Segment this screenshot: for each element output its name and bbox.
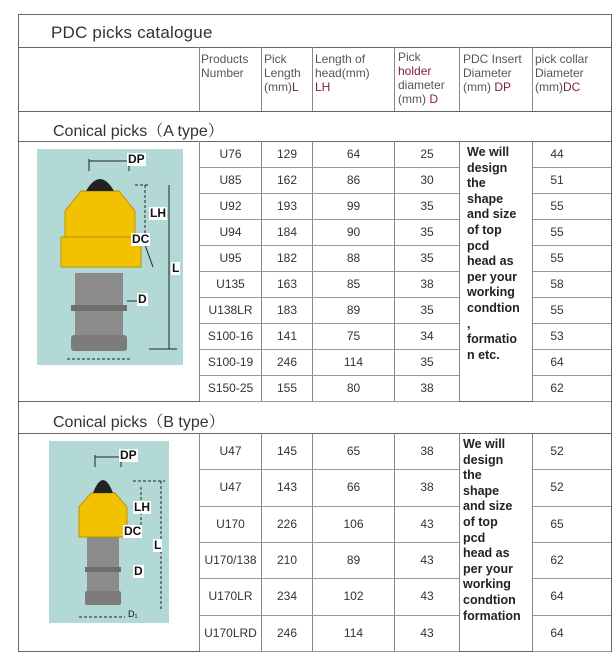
- table-cell-product: U92: [219, 199, 242, 213]
- row-divider: [533, 651, 611, 652]
- section-a-note: We will design the shape and size of top pcd head as per your working condtion , formatio n etc.: [467, 145, 520, 362]
- table-cell-dc: 52: [550, 480, 564, 495]
- label-d1: D₁: [128, 609, 138, 619]
- table-cell-l: 246: [276, 355, 298, 369]
- row-divider: [533, 271, 611, 272]
- row-divider: [533, 193, 611, 194]
- row-divider: [533, 323, 611, 324]
- row-divider: [533, 375, 611, 376]
- table-cell-l: 234: [276, 589, 298, 604]
- table-cell-product: U138LR: [208, 303, 253, 317]
- row-divider: [200, 167, 459, 168]
- table-cell-dc: 64: [550, 625, 564, 640]
- table-cell-d: 43: [420, 516, 434, 531]
- label-d: D: [134, 564, 143, 578]
- row-divider: [200, 349, 459, 350]
- table-cell-lh: 85: [346, 277, 361, 291]
- label-lh: LH: [134, 500, 150, 514]
- row-divider: [200, 401, 459, 402]
- table-cell-d: 38: [420, 381, 434, 395]
- label-lh: LH: [150, 206, 166, 220]
- row-divider: [533, 349, 611, 350]
- column-divider: [199, 47, 200, 111]
- table-cell-l: 162: [276, 173, 298, 187]
- table-cell-lh: 66: [346, 480, 361, 495]
- label-dc: DC: [132, 232, 150, 246]
- label-dc: DC: [124, 524, 142, 538]
- divider: [19, 141, 611, 142]
- table-cell-product: U47: [219, 480, 242, 495]
- table-cell-dc: 64: [550, 589, 564, 604]
- table-cell-lh: 114: [343, 355, 364, 369]
- table-cell-lh: 88: [346, 251, 361, 265]
- table-cell-dc: 55: [550, 199, 564, 213]
- section-a-title: Conical picks（A type）: [53, 123, 224, 140]
- row-divider: [200, 219, 459, 220]
- row-divider: [533, 401, 611, 402]
- table-cell-product: U47: [219, 444, 242, 459]
- section-b-note: We will design the shape and size of top pcd head as per your working condtion formation: [463, 437, 521, 623]
- table-cell-product: S150-25: [207, 381, 254, 395]
- table-cell-lh: 80: [346, 381, 361, 395]
- row-divider: [200, 271, 459, 272]
- pick-b-diagram: [49, 441, 169, 623]
- table-cell-product: U170: [216, 516, 245, 531]
- table-cell-l: 141: [276, 329, 298, 343]
- row-divider: [200, 506, 459, 507]
- table-cell-dc: 55: [550, 225, 564, 239]
- row-divider: [200, 245, 459, 246]
- label-d: D: [138, 292, 147, 306]
- table-cell-d: 34: [420, 329, 434, 343]
- table-cell-l: 163: [276, 277, 298, 291]
- table-cell-dc: 58: [550, 277, 564, 291]
- row-divider: [200, 469, 459, 470]
- column-divider: [261, 47, 262, 111]
- row-divider: [200, 297, 459, 298]
- table-cell-lh: 89: [346, 303, 361, 317]
- header-insert-diameter: PDC Insert Diameter (mm) DP: [463, 52, 522, 94]
- row-divider: [200, 193, 459, 194]
- table-cell-d: 43: [420, 625, 434, 640]
- table-cell-product: U94: [219, 225, 242, 239]
- page-title: PDC picks catalogue: [51, 23, 213, 42]
- table-cell-lh: 114: [343, 625, 364, 640]
- header-holder-diameter: Pick holder diameter (mm) D: [398, 50, 445, 106]
- header-length-head: Length of head(mm) LH: [315, 52, 370, 94]
- table-cell-l: 183: [276, 303, 298, 317]
- column-divider: [312, 47, 313, 111]
- row-divider: [533, 297, 611, 298]
- table-cell-l: 193: [276, 199, 298, 213]
- row-divider: [533, 578, 611, 579]
- table-cell-d: 30: [420, 173, 434, 187]
- table-cell-lh: 75: [346, 329, 361, 343]
- table-cell-lh: 102: [343, 589, 364, 604]
- row-divider: [533, 167, 611, 168]
- table-cell-d: 38: [420, 277, 434, 291]
- table-cell-d: 35: [420, 199, 434, 213]
- table-cell-d: 43: [420, 553, 434, 568]
- label-l: L: [172, 261, 180, 275]
- table-cell-product: U170LR: [208, 589, 253, 604]
- row-divider: [533, 615, 611, 616]
- column-divider: [459, 47, 460, 111]
- table-cell-product: S100-16: [207, 329, 254, 343]
- table-cell-lh: 90: [346, 225, 361, 239]
- divider: [19, 47, 611, 48]
- table-cell-l: 184: [276, 225, 298, 239]
- table-cell-product: U95: [219, 251, 242, 265]
- label-l: L: [154, 538, 162, 552]
- pick-b-drawing: [49, 441, 169, 623]
- table-cell-product: U135: [216, 277, 245, 291]
- table-cell-l: 182: [276, 251, 298, 265]
- table-cell-l: 145: [276, 444, 298, 459]
- table-cell-d: 25: [420, 147, 434, 161]
- table-cell-dc: 51: [550, 173, 564, 187]
- row-divider: [533, 219, 611, 220]
- table-cell-dc: 64: [550, 355, 564, 369]
- row-divider: [533, 542, 611, 543]
- table-cell-product: S100-19: [207, 355, 254, 369]
- label-dp: DP: [128, 152, 145, 166]
- table-cell-lh: 65: [346, 444, 361, 459]
- table-cell-product: U170LRD: [204, 625, 257, 640]
- row-divider: [200, 375, 459, 376]
- table-cell-d: 35: [420, 251, 434, 265]
- table-cell-lh: 89: [346, 553, 361, 568]
- row-divider: [533, 245, 611, 246]
- table-cell-product: U76: [219, 147, 242, 161]
- table-cell-dc: 62: [550, 553, 564, 568]
- table-cell-d: 35: [420, 225, 434, 239]
- pick-a-diagram: [37, 149, 183, 365]
- table-cell-dc: 52: [550, 444, 564, 459]
- table-cell-lh: 99: [346, 199, 361, 213]
- table-cell-lh: 106: [343, 516, 364, 531]
- table-cell-product: U170/138: [204, 553, 257, 568]
- table-cell-dc: 62: [550, 381, 564, 395]
- table-cell-d: 38: [420, 444, 434, 459]
- row-divider: [533, 506, 611, 507]
- column-divider: [394, 47, 395, 111]
- row-divider: [200, 542, 459, 543]
- section-b-title: Conical picks（B type）: [53, 414, 225, 431]
- row-divider: [200, 615, 459, 616]
- table-cell-d: 35: [420, 303, 434, 317]
- divider: [19, 433, 611, 434]
- header-collar-diameter: pick collar Diameter (mm)DC: [535, 52, 589, 94]
- row-divider: [200, 578, 459, 579]
- table-cell-l: 129: [276, 147, 298, 161]
- row-divider: [200, 651, 459, 652]
- row-divider: [533, 469, 611, 470]
- table-cell-lh: 64: [346, 147, 361, 161]
- column-divider: [532, 47, 533, 111]
- row-divider: [200, 323, 459, 324]
- label-dp: DP: [120, 448, 137, 462]
- table-cell-dc: 65: [550, 516, 564, 531]
- catalogue-frame: [18, 14, 612, 652]
- table-cell-dc: 55: [550, 303, 564, 317]
- pick-a-drawing: [37, 149, 183, 365]
- header-products: Products Number: [201, 52, 249, 80]
- table-cell-dc: 53: [550, 329, 564, 343]
- table-cell-d: 43: [420, 589, 434, 604]
- table-cell-l: 226: [276, 516, 298, 531]
- table-cell-l: 246: [276, 625, 298, 640]
- table-cell-d: 38: [420, 480, 434, 495]
- table-cell-d: 35: [420, 355, 434, 369]
- table-cell-dc: 55: [550, 251, 564, 265]
- header-pick-length: Pick Length (mm)L: [264, 52, 301, 94]
- table-cell-l: 210: [276, 553, 298, 568]
- table-cell-l: 155: [276, 381, 298, 395]
- divider: [19, 111, 611, 112]
- table-cell-l: 143: [276, 480, 298, 495]
- table-cell-dc: 44: [550, 147, 564, 161]
- table-cell-product: U85: [219, 173, 242, 187]
- table-cell-lh: 86: [346, 173, 361, 187]
